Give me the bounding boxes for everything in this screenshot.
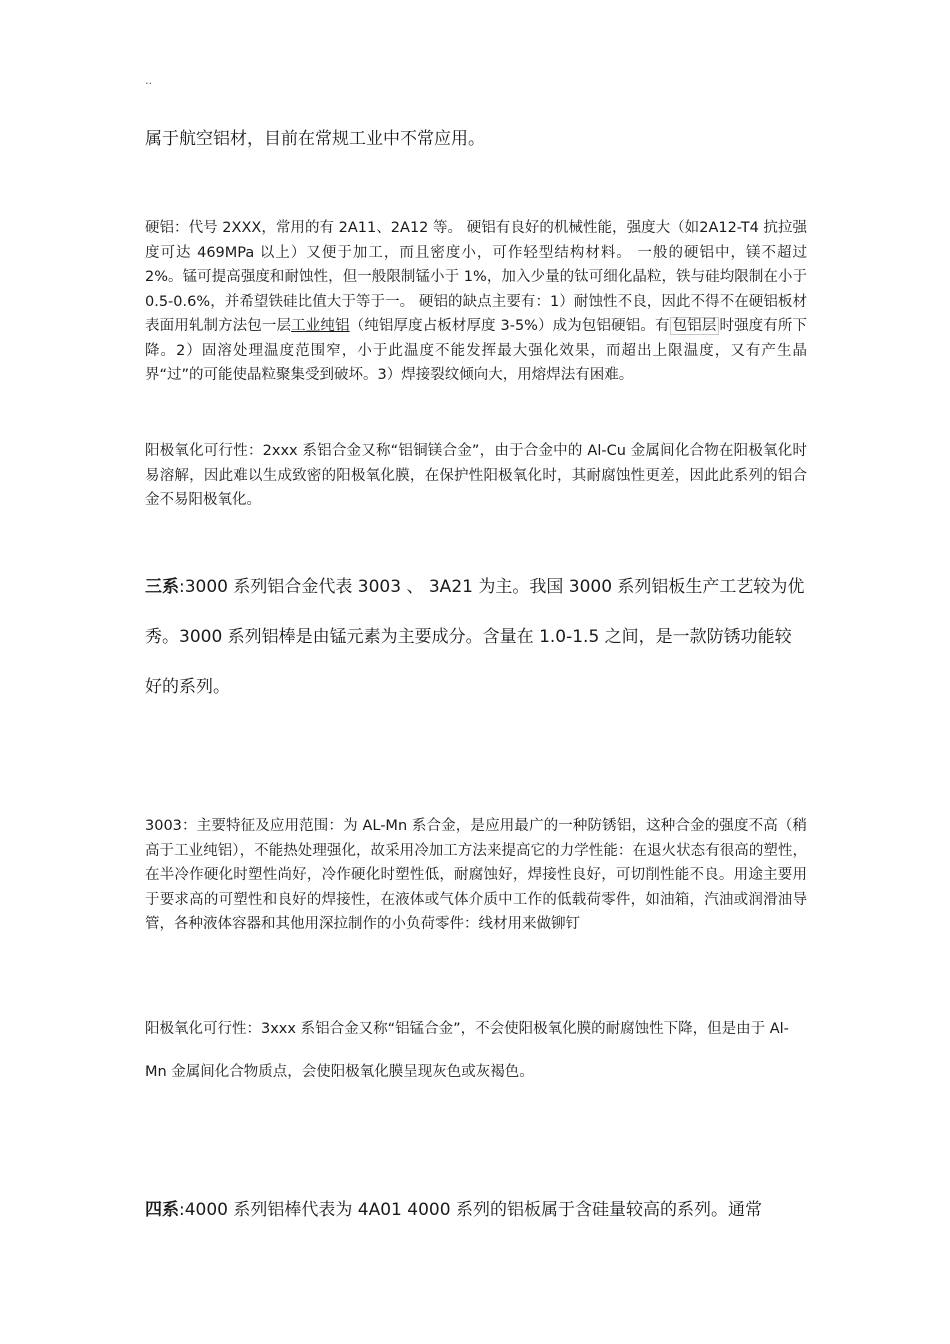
hard-aluminum-text-3: 时强度有所下降。2）固溶处理温度范围窄，小于此温度不能发挥最大强化效果，而超出上限温度，又有产生晶界“过”的可能使晶粒聚集受到破坏。3）焊接裂纹倾向大，用熔焊法有困难。 [145,318,808,383]
anodize-2xxx-paragraph: 阳极氧化可行性：2xxx 系铝合金又称“铝铜镁合金”，由于合金中的 Al-Cu 金属间化合物在阳极氧化时易溶解，因此难以生成致密的阳极氧化膜，在保护性阳极氧化时，其耐腐蚀性更差，因此此系列的铝合金不易阳极氧化。 [145,443,807,508]
series-4000-paragraph [145,1185,807,1235]
hard-aluminum-text-2: （纯铝厚度占板材厚度 3-5%）成为包铝硬铝。有 [349,318,670,334]
hard-aluminum-text-1: 硬铝：代号 2XXX，常用的有 2A11、2A12 等。 硬铝有良好的机械性能，强度大（如2A12-T4 抗拉强度可达 469MPa 以上）又便于加工，而且密度小，可作轻型结构材料。 一般的硬铝中，镁不超过 2%。锰可提高强度和耐蚀性，但一般限制锰小于 1%，加入少量的钛可细化晶粒，铁与硅均限制在小于 0.5-0.6%，并希望铁硅比值大于等于一。 硬铝的缺点主要有：1）耐蚀性不良，因此不得不在硬铝板材表面用轧制方法包一层 [145,220,807,334]
anodize-3xxx-paragraph: 阳极氧化可行性：3xxx 系铝合金又称“铝锰合金”，不会使阳极氧化膜的耐腐蚀性下降，但是由于 Al-Mn 金属间化合物质点，会使阳极氧化膜呈现灰色或灰褐色。 [145,1021,789,1080]
series-4000-label: 四系 [145,1200,179,1220]
hard-aluminum-paragraph [145,216,807,388]
link-industrial-pure-aluminum[interactable]: 工业纯铝 [291,318,350,334]
series-3000-text: :3000 系列铝合金代表 3003 、 3A21 为主。我国 3000 系列铝板生产工艺较为优秀。3000 系列铝棒是由锰元素为主要成分。含量在 1.0-1.5 之间，是一款防锈功能较好的系列。 [145,577,805,697]
series-3000-label: 三系 [145,577,179,597]
alloy-3003-paragraph: 3003：主要特征及应用范围：为 AL-Mn 系合金，是应用最广的一种防锈铝，这种合金的强度不高（稍高于工业纯铝），不能热处理强化，故采用冷加工方法来提高它的力学性能：在退火状态有很高的塑性，在半冷作硬化时塑性尚好，冷作硬化时塑性低，耐腐蚀好，焊接性良好，可切削性能不良。用途主要用于要求高的可塑性和良好的焊接性，在液体或气体介质中工作的低载荷零件，如油箱，汽油或润滑油导管，各种液体容器和其他用深拉制作的小负荷零件：线材用来做铆钉 [145,818,807,932]
page-mark: .. [145,74,152,87]
series-3000-paragraph [145,562,807,712]
link-clad-layer[interactable]: 包铝层 [670,317,720,335]
series-4000-text: :4000 系列铝棒代表为 4A01 4000 系列的铝板属于含硅量较高的系列。通常 [179,1200,762,1220]
intro-line: 属于航空铝材，目前在常规工业中不常应用。 [145,129,485,149]
